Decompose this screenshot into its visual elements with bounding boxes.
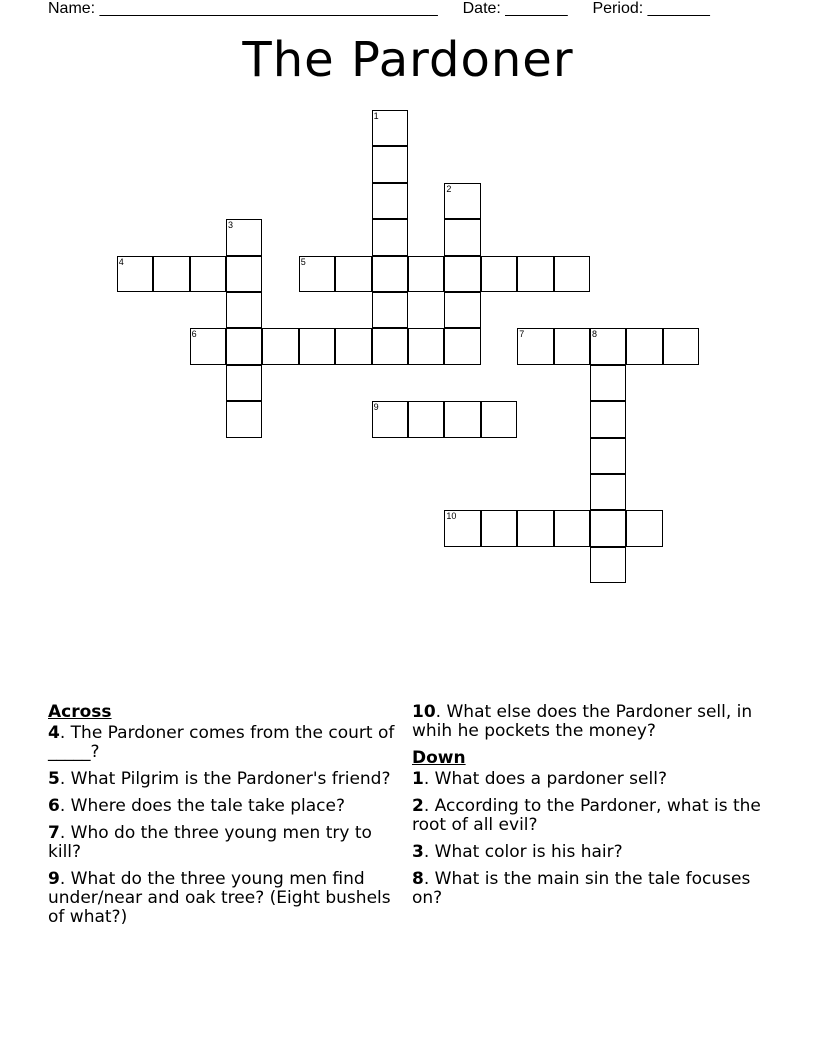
crossword-cell[interactable] <box>226 328 262 364</box>
cell-number: 9 <box>373 402 379 413</box>
crossword-cell[interactable] <box>444 183 480 219</box>
crossword-cell[interactable] <box>590 365 626 401</box>
crossword-cell[interactable] <box>517 328 553 364</box>
crossword-cell[interactable] <box>444 510 480 546</box>
clue-across-4: 4. The Pardoner comes from the court of _____? <box>48 723 395 762</box>
crossword-cell[interactable] <box>626 510 662 546</box>
crossword-cell[interactable] <box>226 256 262 292</box>
clue-number: 3 <box>412 842 424 862</box>
crossword-cell[interactable] <box>226 401 262 437</box>
crossword-cell[interactable] <box>226 365 262 401</box>
clue-number: 2 <box>412 796 424 816</box>
clue-down-1: 1. What does a pardoner sell? <box>412 769 667 789</box>
cell-number: 3 <box>228 220 234 231</box>
crossword-cell[interactable] <box>590 510 626 546</box>
crossword-cell[interactable] <box>190 328 226 364</box>
crossword-cell[interactable] <box>335 256 371 292</box>
date-field-label: Date: _______ <box>462 0 568 17</box>
crossword-cell[interactable] <box>517 510 553 546</box>
crossword-cell[interactable] <box>372 292 408 328</box>
clue-down-2: 2. According to the Pardoner, what is the root of all evil? <box>412 796 761 835</box>
clue-number: 6 <box>48 796 60 816</box>
clue-text: What else does the Pardoner sell, in whih he pockets the money? <box>412 702 753 741</box>
clue-text: What does a pardoner sell? <box>434 769 667 789</box>
crossword-cell[interactable] <box>444 328 480 364</box>
clue-across-9: 9. What do the three young men find under/near and oak tree? (Eight bushels of what?) <box>48 869 391 927</box>
clue-text: What is the main sin the tale focuses on? <box>412 869 751 908</box>
down-heading: Down <box>412 748 466 768</box>
cell-number: 6 <box>191 329 197 340</box>
crossword-cell[interactable] <box>153 256 189 292</box>
crossword-cell[interactable] <box>408 256 444 292</box>
clue-across-7: 7. Who do the three young men try to kill? <box>48 823 372 862</box>
clue-text: What do the three young men find under/near and oak tree? (Eight bushels of what?) <box>48 869 391 927</box>
clue-number: 1 <box>412 769 424 789</box>
clue-across-10: 10. What else does the Pardoner sell, in whih he pockets the money? <box>412 702 753 741</box>
clue-across-6: 6. Where does the tale take place? <box>48 796 346 816</box>
crossword-cell[interactable] <box>590 401 626 437</box>
clue-number: 9 <box>48 869 60 889</box>
page-title: The Pardoner <box>242 32 574 88</box>
clue-number: 7 <box>48 823 60 843</box>
crossword-cell[interactable] <box>372 183 408 219</box>
cell-number: 8 <box>592 329 598 340</box>
cell-number: 10 <box>446 511 457 522</box>
cell-number: 4 <box>118 256 124 267</box>
crossword-cell[interactable] <box>372 219 408 255</box>
crossword-cell[interactable] <box>117 256 153 292</box>
clue-text: Where does the tale take place? <box>70 796 346 816</box>
clue-number: 4 <box>48 723 60 743</box>
crossword-cell[interactable] <box>517 256 553 292</box>
cell-number: 1 <box>373 111 379 121</box>
cell-number: 7 <box>519 329 525 340</box>
crossword-cell[interactable] <box>226 219 262 255</box>
crossword-cell[interactable] <box>481 510 517 546</box>
clue-number: 10 <box>412 702 436 722</box>
crossword-cell[interactable] <box>299 256 335 292</box>
crossword-cell[interactable] <box>554 510 590 546</box>
crossword-cell[interactable] <box>262 328 298 364</box>
clue-text: What Pilgrim is the Pardoner's friend? <box>70 769 391 789</box>
crossword-cell[interactable] <box>372 256 408 292</box>
across-heading: Across <box>48 702 112 722</box>
crossword-cell[interactable] <box>554 328 590 364</box>
crossword-cell[interactable] <box>590 547 626 583</box>
crossword-cell[interactable] <box>590 328 626 364</box>
clue-text: Who do the three young men try to kill? <box>48 823 372 862</box>
crossword-cell[interactable] <box>481 256 517 292</box>
cell-number: 2 <box>446 183 452 194</box>
clues-column-right <box>412 703 762 916</box>
crossword-cell[interactable] <box>590 474 626 510</box>
crossword-cell[interactable] <box>335 328 371 364</box>
clue-text: What color is his hair? <box>434 842 623 862</box>
crossword-cell[interactable] <box>444 401 480 437</box>
crossword-cell[interactable] <box>481 401 517 437</box>
clues-column-left <box>48 703 398 935</box>
name-field-label: Name: ______________________________________ <box>48 0 438 17</box>
crossword-cell[interactable] <box>626 328 662 364</box>
crossword-cell[interactable] <box>663 328 699 364</box>
crossword-cell[interactable] <box>444 219 480 255</box>
clue-number: 8 <box>412 869 424 889</box>
crossword-cell[interactable] <box>444 292 480 328</box>
clue-text: The Pardoner comes from the court of _____? <box>48 723 395 762</box>
crossword-cell[interactable] <box>372 401 408 437</box>
crossword-cell[interactable] <box>226 292 262 328</box>
period-field-label: Period: _______ <box>592 0 710 17</box>
crossword-cell[interactable] <box>554 256 590 292</box>
clue-number: 5 <box>48 769 60 789</box>
crossword-cell[interactable] <box>408 328 444 364</box>
crossword-cell[interactable] <box>590 438 626 474</box>
cell-number: 5 <box>300 256 306 267</box>
crossword-cell[interactable] <box>299 328 335 364</box>
crossword-cell[interactable] <box>444 256 480 292</box>
clue-text: According to the Pardoner, what is the root of all evil? <box>412 796 761 835</box>
crossword-cell[interactable] <box>190 256 226 292</box>
clue-down-8: 8. What is the main sin the tale focuses on? <box>412 869 751 908</box>
clue-across-5: 5. What Pilgrim is the Pardoner's friend? <box>48 769 391 789</box>
crossword-cell[interactable] <box>372 110 408 146</box>
crossword-cell[interactable] <box>372 328 408 364</box>
crossword-cell[interactable] <box>372 146 408 182</box>
clue-down-3: 3. What color is his hair? <box>412 842 623 862</box>
crossword-cell[interactable] <box>408 401 444 437</box>
